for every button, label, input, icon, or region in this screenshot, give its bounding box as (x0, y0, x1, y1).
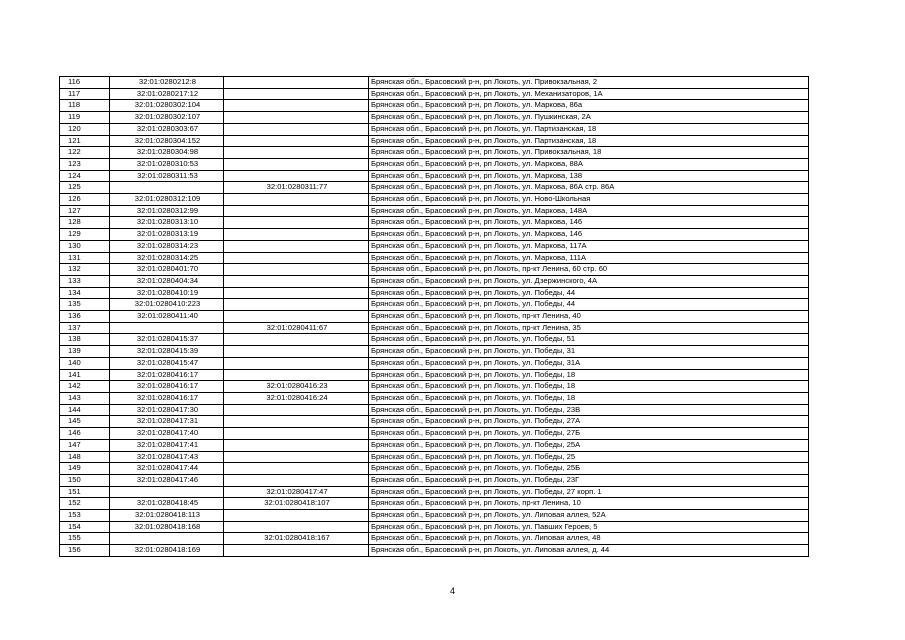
building-cadastral-number-cell (224, 416, 369, 428)
table-row (60, 287, 809, 299)
cadastral-table-body (60, 77, 809, 557)
building-cadastral-number-cell (224, 112, 369, 124)
row-number-cell: 143 (60, 392, 110, 404)
land-cadastral-number-cell: 32:01:0280417:41 (110, 439, 224, 451)
address-cell: Брянская обл., Брасовский р-н, рп Локоть, ул. Липовая аллея, 48 (369, 533, 809, 545)
table-row (60, 123, 809, 135)
page-number: 4 (449, 586, 455, 596)
building-cadastral-number-cell (224, 521, 369, 533)
land-cadastral-number-cell: 32:01:0280304:98 (110, 147, 224, 159)
table-row (60, 135, 809, 147)
building-cadastral-number-cell (224, 229, 369, 241)
building-cadastral-number-cell (224, 510, 369, 522)
table-row (60, 463, 809, 475)
land-cadastral-number-cell: 32:01:0280310:53 (110, 158, 224, 170)
building-cadastral-number-cell (224, 299, 369, 311)
land-cadastral-number-cell: 32:01:0280410:223 (110, 299, 224, 311)
row-number-cell: 133 (60, 275, 110, 287)
address-cell: Брянская обл., Брасовский р-н, рп Локоть, ул. Липовая аллея, д. 44 (369, 545, 809, 557)
building-cadastral-number-cell (224, 334, 369, 346)
building-cadastral-number-cell: 32:01:0280416:24 (224, 392, 369, 404)
table-row (60, 322, 809, 334)
table-row (60, 88, 809, 100)
row-number-cell: 145 (60, 416, 110, 428)
land-cadastral-number-cell: 32:01:0280415:37 (110, 334, 224, 346)
row-number-cell: 118 (60, 100, 110, 112)
table-row (60, 416, 809, 428)
row-number-cell: 136 (60, 311, 110, 323)
land-cadastral-number-cell: 32:01:0280418:168 (110, 521, 224, 533)
land-cadastral-number-cell (110, 533, 224, 545)
row-number-cell: 153 (60, 510, 110, 522)
address-cell: Брянская обл., Брасовский р-н, рп Локоть, пр-кт Ленина, 40 (369, 311, 809, 323)
land-cadastral-number-cell: 32:01:0280302:107 (110, 112, 224, 124)
building-cadastral-number-cell (224, 135, 369, 147)
land-cadastral-number-cell (110, 182, 224, 194)
table-row (60, 486, 809, 498)
building-cadastral-number-cell (224, 369, 369, 381)
building-cadastral-number-cell (224, 545, 369, 557)
row-number-cell: 128 (60, 217, 110, 229)
table-row (60, 451, 809, 463)
building-cadastral-number-cell (224, 463, 369, 475)
land-cadastral-number-cell: 32:01:0280411:40 (110, 311, 224, 323)
building-cadastral-number-cell: 32:01:0280418:107 (224, 498, 369, 510)
row-number-cell: 150 (60, 474, 110, 486)
row-number-cell: 117 (60, 88, 110, 100)
row-number-cell: 138 (60, 334, 110, 346)
building-cadastral-number-cell (224, 357, 369, 369)
address-cell: Брянская обл., Брасовский р-н, рп Локоть, ул. Победы, 27 корп. 1 (369, 486, 809, 498)
table-row (60, 170, 809, 182)
land-cadastral-number-cell: 32:01:0280312:99 (110, 205, 224, 217)
building-cadastral-number-cell (224, 100, 369, 112)
address-cell: Брянская обл., Брасовский р-н, рп Локоть, ул. Маркова, 148А (369, 205, 809, 217)
building-cadastral-number-cell (224, 217, 369, 229)
row-number-cell: 141 (60, 369, 110, 381)
building-cadastral-number-cell (224, 275, 369, 287)
row-number-cell: 119 (60, 112, 110, 124)
building-cadastral-number-cell (224, 123, 369, 135)
table-row (60, 474, 809, 486)
address-cell: Брянская обл., Брасовский р-н, рп Локоть, ул. Победы, 23Г (369, 474, 809, 486)
row-number-cell: 129 (60, 229, 110, 241)
address-cell: Брянская обл., Брасовский р-н, рп Локоть, пр-кт Ленина, 10 (369, 498, 809, 510)
land-cadastral-number-cell: 32:01:0280313:19 (110, 229, 224, 241)
table-row (60, 194, 809, 206)
table-row (60, 521, 809, 533)
land-cadastral-number-cell: 32:01:0280417:46 (110, 474, 224, 486)
land-cadastral-number-cell: 32:01:0280416:17 (110, 369, 224, 381)
row-number-cell: 152 (60, 498, 110, 510)
table-row (60, 205, 809, 217)
row-number-cell: 116 (60, 77, 110, 89)
table-row (60, 357, 809, 369)
address-cell: Брянская обл., Брасовский р-н, рп Локоть, ул. Маркова, 86А стр. 86А (369, 182, 809, 194)
row-number-cell: 151 (60, 486, 110, 498)
table-row (60, 510, 809, 522)
row-number-cell: 154 (60, 521, 110, 533)
land-cadastral-number-cell: 32:01:0280212:8 (110, 77, 224, 89)
building-cadastral-number-cell (224, 170, 369, 182)
table-row (60, 100, 809, 112)
land-cadastral-number-cell: 32:01:0280401:70 (110, 264, 224, 276)
address-cell: Брянская обл., Брасовский р-н, рп Локоть, пр-кт Ленина, 35 (369, 322, 809, 334)
row-number-cell: 124 (60, 170, 110, 182)
land-cadastral-number-cell: 32:01:0280416:17 (110, 381, 224, 393)
address-cell: Брянская обл., Брасовский р-н, рп Локоть, ул. Маркова, 146 (369, 229, 809, 241)
land-cadastral-number-cell: 32:01:0280418:113 (110, 510, 224, 522)
table-row (60, 392, 809, 404)
table-row (60, 229, 809, 241)
address-cell: Брянская обл., Брасовский р-н, рп Локоть, ул. Маркова, 86а (369, 100, 809, 112)
address-cell: Брянская обл., Брасовский р-н, рп Локоть, пр-кт Ленина, 60 стр. 60 (369, 264, 809, 276)
table-row (60, 498, 809, 510)
land-cadastral-number-cell: 32:01:0280416:17 (110, 392, 224, 404)
address-cell: Брянская обл., Брасовский р-н, рп Локоть, ул. Дзержинского, 4А (369, 275, 809, 287)
row-number-cell: 142 (60, 381, 110, 393)
land-cadastral-number-cell: 32:01:0280302:104 (110, 100, 224, 112)
row-number-cell: 148 (60, 451, 110, 463)
table-row (60, 334, 809, 346)
building-cadastral-number-cell (224, 194, 369, 206)
address-cell: Брянская обл., Брасовский р-н, рп Локоть, ул. Победы, 18 (369, 392, 809, 404)
table-row (60, 439, 809, 451)
land-cadastral-number-cell: 32:01:0280314:23 (110, 240, 224, 252)
land-cadastral-number-cell: 32:01:0280415:39 (110, 346, 224, 358)
address-cell: Брянская обл., Брасовский р-н, рп Локоть, ул. Победы, 51 (369, 334, 809, 346)
row-number-cell: 132 (60, 264, 110, 276)
land-cadastral-number-cell: 32:01:0280313:10 (110, 217, 224, 229)
table-row (60, 369, 809, 381)
table-row (60, 381, 809, 393)
address-cell: Брянская обл., Брасовский р-н, рп Локоть, ул. Привокзальная, 2 (369, 77, 809, 89)
address-cell: Брянская обл., Брасовский р-н, рп Локоть, ул. Победы, 18 (369, 369, 809, 381)
row-number-cell: 156 (60, 545, 110, 557)
building-cadastral-number-cell: 32:01:0280417:47 (224, 486, 369, 498)
row-number-cell: 134 (60, 287, 110, 299)
building-cadastral-number-cell: 32:01:0280418:167 (224, 533, 369, 545)
address-cell: Брянская обл., Брасовский р-н, рп Локоть, ул. Победы, 18 (369, 381, 809, 393)
table-row (60, 264, 809, 276)
land-cadastral-number-cell: 32:01:0280314:25 (110, 252, 224, 264)
table-row (60, 404, 809, 416)
address-cell: Брянская обл., Брасовский р-н, рп Локоть, ул. Победы, 44 (369, 287, 809, 299)
row-number-cell: 139 (60, 346, 110, 358)
row-number-cell: 147 (60, 439, 110, 451)
land-cadastral-number-cell: 32:01:0280418:45 (110, 498, 224, 510)
address-cell: Брянская обл., Брасовский р-н, рп Локоть, ул. Пушкинская, 2А (369, 112, 809, 124)
address-cell: Брянская обл., Брасовский р-н, рп Локоть, ул. Победы, 25Б (369, 463, 809, 475)
table-row (60, 252, 809, 264)
building-cadastral-number-cell (224, 88, 369, 100)
table-row (60, 112, 809, 124)
row-number-cell: 123 (60, 158, 110, 170)
building-cadastral-number-cell (224, 428, 369, 440)
address-cell: Брянская обл., Брасовский р-н, рп Локоть, ул. Победы, 27Б (369, 428, 809, 440)
row-number-cell: 135 (60, 299, 110, 311)
land-cadastral-number-cell: 32:01:0280311:53 (110, 170, 224, 182)
building-cadastral-number-cell (224, 77, 369, 89)
land-cadastral-number-cell (110, 486, 224, 498)
table-row (60, 428, 809, 440)
building-cadastral-number-cell (224, 311, 369, 323)
land-cadastral-number-cell: 32:01:0280304:152 (110, 135, 224, 147)
land-cadastral-number-cell: 32:01:0280312:109 (110, 194, 224, 206)
table-row (60, 533, 809, 545)
address-cell: Брянская обл., Брасовский р-н, рп Локоть, ул. Победы, 25А (369, 439, 809, 451)
row-number-cell: 140 (60, 357, 110, 369)
building-cadastral-number-cell (224, 439, 369, 451)
address-cell: Брянская обл., Брасовский р-н, рп Локоть, ул. Победы, 31А (369, 357, 809, 369)
address-cell: Брянская обл., Брасовский р-н, рп Локоть, ул. Привокзальная, 18 (369, 147, 809, 159)
land-cadastral-number-cell: 32:01:0280415:47 (110, 357, 224, 369)
building-cadastral-number-cell: 32:01:0280416:23 (224, 381, 369, 393)
row-number-cell: 127 (60, 205, 110, 217)
table-row (60, 158, 809, 170)
table-row (60, 545, 809, 557)
row-number-cell: 121 (60, 135, 110, 147)
building-cadastral-number-cell (224, 451, 369, 463)
building-cadastral-number-cell (224, 252, 369, 264)
building-cadastral-number-cell (224, 474, 369, 486)
table-row (60, 77, 809, 89)
building-cadastral-number-cell (224, 205, 369, 217)
row-number-cell: 146 (60, 428, 110, 440)
table-row (60, 182, 809, 194)
address-cell: Брянская обл., Брасовский р-н, рп Локоть, ул. Маркова, 138 (369, 170, 809, 182)
land-cadastral-number-cell: 32:01:0280303:67 (110, 123, 224, 135)
row-number-cell: 122 (60, 147, 110, 159)
address-cell: Брянская обл., Брасовский р-н, рп Локоть, ул. Победы, 25 (369, 451, 809, 463)
table-row (60, 217, 809, 229)
land-cadastral-number-cell: 32:01:0280404:34 (110, 275, 224, 287)
row-number-cell: 144 (60, 404, 110, 416)
building-cadastral-number-cell (224, 287, 369, 299)
table-row (60, 346, 809, 358)
building-cadastral-number-cell (224, 147, 369, 159)
row-number-cell: 125 (60, 182, 110, 194)
table-row (60, 240, 809, 252)
building-cadastral-number-cell (224, 158, 369, 170)
cadastral-table (59, 76, 809, 557)
land-cadastral-number-cell: 32:01:0280418:169 (110, 545, 224, 557)
building-cadastral-number-cell (224, 264, 369, 276)
address-cell: Брянская обл., Брасовский р-н, рп Локоть, ул. Победы, 44 (369, 299, 809, 311)
land-cadastral-number-cell: 32:01:0280417:43 (110, 451, 224, 463)
table-row (60, 311, 809, 323)
address-cell: Брянская обл., Брасовский р-н, рп Локоть, ул. Победы, 31 (369, 346, 809, 358)
address-cell: Брянская обл., Брасовский р-н, рп Локоть, ул. Победы, 23В (369, 404, 809, 416)
row-number-cell: 149 (60, 463, 110, 475)
address-cell: Брянская обл., Брасовский р-н, рп Локоть, ул. Маркова, 146 (369, 217, 809, 229)
building-cadastral-number-cell (224, 240, 369, 252)
row-number-cell: 126 (60, 194, 110, 206)
land-cadastral-number-cell: 32:01:0280410:19 (110, 287, 224, 299)
address-cell: Брянская обл., Брасовский р-н, рп Локоть, ул. Липовая аллея, 52А (369, 510, 809, 522)
table-row (60, 275, 809, 287)
row-number-cell: 130 (60, 240, 110, 252)
land-cadastral-number-cell (110, 322, 224, 334)
land-cadastral-number-cell: 32:01:0280417:44 (110, 463, 224, 475)
address-cell: Брянская обл., Брасовский р-н, рп Локоть, ул. Павших Героев, 5 (369, 521, 809, 533)
land-cadastral-number-cell: 32:01:0280417:31 (110, 416, 224, 428)
row-number-cell: 155 (60, 533, 110, 545)
table-row (60, 147, 809, 159)
building-cadastral-number-cell (224, 404, 369, 416)
land-cadastral-number-cell: 32:01:0280417:30 (110, 404, 224, 416)
row-number-cell: 131 (60, 252, 110, 264)
address-cell: Брянская обл., Брасовский р-н, рп Локоть, ул. Маркова, 111А (369, 252, 809, 264)
building-cadastral-number-cell (224, 346, 369, 358)
row-number-cell: 137 (60, 322, 110, 334)
table-row (60, 299, 809, 311)
address-cell: Брянская обл., Брасовский р-н, рп Локоть, ул. Ново-Школьная (369, 194, 809, 206)
row-number-cell: 120 (60, 123, 110, 135)
address-cell: Брянская обл., Брасовский р-н, рп Локоть, ул. Механизаторов, 1А (369, 88, 809, 100)
address-cell: Брянская обл., Брасовский р-н, рп Локоть, ул. Партизанская, 18 (369, 123, 809, 135)
address-cell: Брянская обл., Брасовский р-н, рп Локоть, ул. Партизанская, 18 (369, 135, 809, 147)
building-cadastral-number-cell: 32:01:0280311:77 (224, 182, 369, 194)
address-cell: Брянская обл., Брасовский р-н, рп Локоть, ул. Маркова, 88А (369, 158, 809, 170)
building-cadastral-number-cell: 32:01:0280411:67 (224, 322, 369, 334)
land-cadastral-number-cell: 32:01:0280417:40 (110, 428, 224, 440)
address-cell: Брянская обл., Брасовский р-н, рп Локоть, ул. Победы, 27А (369, 416, 809, 428)
land-cadastral-number-cell: 32:01:0280217:12 (110, 88, 224, 100)
address-cell: Брянская обл., Брасовский р-н, рп Локоть, ул. Маркова, 117А (369, 240, 809, 252)
